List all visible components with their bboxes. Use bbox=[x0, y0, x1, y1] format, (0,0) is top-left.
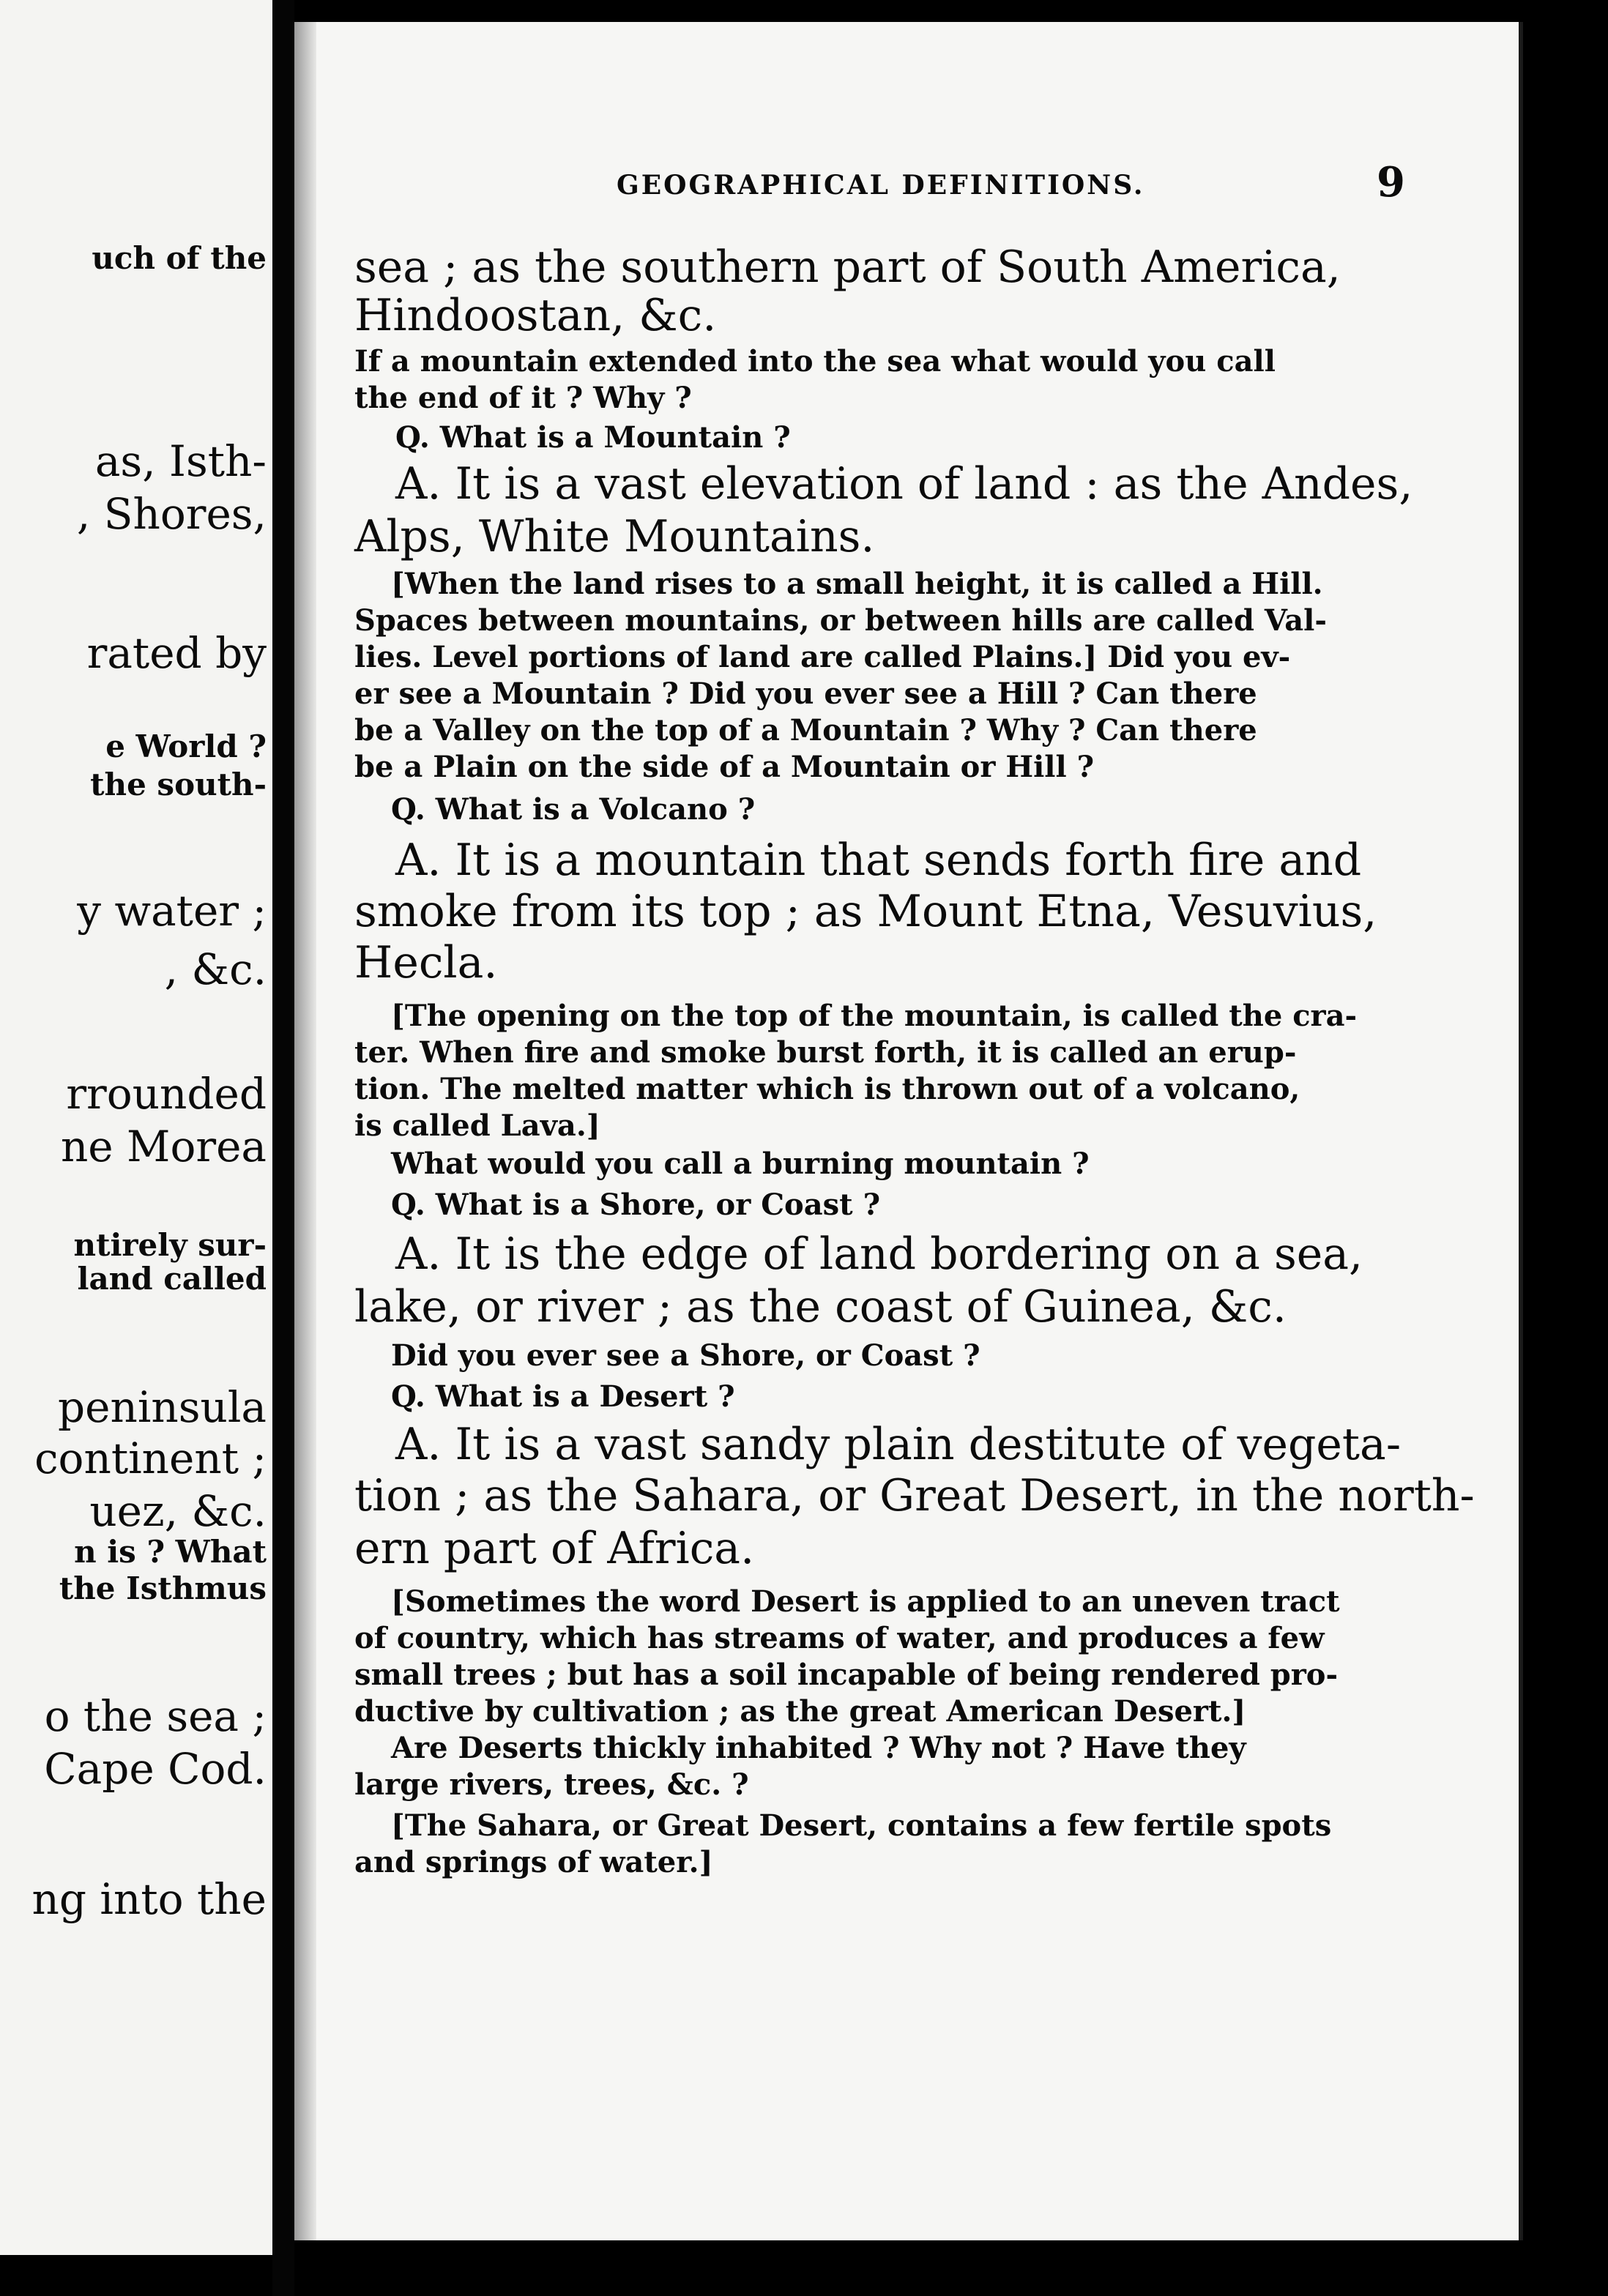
text-line: of country, which has streams of water, and produces a few bbox=[354, 1621, 1325, 1655]
text-line: Q. What is a Volcano ? bbox=[391, 792, 756, 827]
left-page-fragment: rrounded bbox=[66, 1069, 267, 1119]
text-line: Hindoostan, &c. bbox=[354, 290, 717, 341]
left-page-fragment: ntirely sur- bbox=[73, 1227, 267, 1263]
left-page-fragment: the south- bbox=[90, 767, 267, 802]
text-line: small trees ; but has a soil incapable of being rendered pro- bbox=[354, 1658, 1339, 1692]
text-line: A. It is the edge of land bordering on a sea, bbox=[395, 1229, 1363, 1280]
text-line: the end of it ? Why ? bbox=[354, 381, 692, 415]
left-page-fragment: the Isthmus bbox=[59, 1570, 267, 1606]
page-number: 9 bbox=[1377, 158, 1405, 206]
text-line: smoke from its top ; as Mount Etna, Vesuvius, bbox=[354, 886, 1377, 937]
book-gutter bbox=[272, 0, 294, 2296]
text-line: Alps, White Mountains. bbox=[354, 511, 875, 562]
left-page-fragment: rated by bbox=[86, 628, 267, 678]
left-page-fragment: , Shores, bbox=[76, 489, 267, 539]
left-page-fragment: uch of the bbox=[92, 240, 267, 276]
text-line: Q. What is a Mountain ? bbox=[395, 420, 791, 455]
left-page bbox=[0, 0, 272, 2255]
text-line: [Sometimes the word Desert is applied to an uneven tract bbox=[391, 1584, 1340, 1619]
text-line: [The Sahara, or Great Desert, contains a few fertile spots bbox=[391, 1808, 1332, 1843]
text-line: large rivers, trees, &c. ? bbox=[354, 1767, 749, 1802]
left-page-fragment: o the sea ; bbox=[44, 1691, 267, 1741]
page-edge-shadow bbox=[294, 22, 316, 2240]
right-page bbox=[294, 22, 1523, 2240]
text-line: tion. The melted matter which is thrown out of a volcano, bbox=[354, 1072, 1300, 1106]
text-line: ductive by cultivation ; as the great American Desert.] bbox=[354, 1694, 1246, 1729]
text-line: Are Deserts thickly inhabited ? Why not ? Have they bbox=[391, 1731, 1246, 1765]
text-line: and springs of water.] bbox=[354, 1845, 713, 1879]
text-line: Hecla. bbox=[354, 937, 498, 988]
text-line: Spaces between mountains, or between hills are called Val- bbox=[354, 603, 1327, 638]
text-line: be a Valley on the top of a Mountain ? Why ? Can there bbox=[354, 713, 1257, 748]
page-header bbox=[294, 138, 1519, 206]
text-line: A. It is a vast sandy plain destitute of vegeta- bbox=[395, 1419, 1402, 1470]
text-line: sea ; as the southern part of South America, bbox=[354, 242, 1341, 293]
text-line: Q. What is a Shore, or Coast ? bbox=[391, 1188, 881, 1222]
left-page-fragment: as, Isth- bbox=[94, 436, 267, 486]
left-page-fragment: peninsula bbox=[58, 1382, 267, 1432]
left-page-fragment: , &c. bbox=[164, 944, 267, 994]
left-page-fragment: continent ; bbox=[34, 1434, 267, 1483]
left-page-fragment: Cape Cod. bbox=[44, 1744, 267, 1794]
running-head: GEOGRAPHICAL DEFINITIONS. bbox=[617, 170, 1145, 201]
text-line: ter. When fire and smoke burst forth, it is called an erup- bbox=[354, 1035, 1297, 1070]
text-line: Did you ever see a Shore, or Coast ? bbox=[391, 1338, 980, 1373]
text-line: ern part of Africa. bbox=[354, 1523, 755, 1574]
left-page-fragment: ne Morea bbox=[60, 1122, 267, 1171]
left-page-fragment: uez, &c. bbox=[89, 1486, 267, 1536]
text-line: A. It is a vast elevation of land : as the Andes, bbox=[395, 458, 1413, 510]
text-line: Q. What is a Desert ? bbox=[391, 1379, 735, 1414]
text-line: be a Plain on the side of a Mountain or Hill ? bbox=[354, 750, 1095, 784]
text-line: [The opening on the top of the mountain, is called the cra- bbox=[391, 999, 1358, 1033]
text-line: What would you call a burning mountain ? bbox=[391, 1147, 1090, 1181]
left-page-fragment: y water ; bbox=[77, 886, 267, 936]
left-page-fragment: n is ? What bbox=[74, 1534, 267, 1570]
left-page-fragment: e World ? bbox=[105, 728, 267, 764]
text-line: lies. Level portions of land are called Plains.] Did you ev- bbox=[354, 640, 1291, 674]
text-line: is called Lava.] bbox=[354, 1108, 600, 1143]
text-line: If a mountain extended into the sea what would you call bbox=[354, 344, 1276, 379]
text-line: [When the land rises to a small height, it is called a Hill. bbox=[391, 567, 1323, 601]
text-line: er see a Mountain ? Did you ever see a Hill ? Can there bbox=[354, 676, 1257, 711]
left-page-fragment: ng into the bbox=[31, 1874, 267, 1924]
left-page-fragment: land called bbox=[77, 1261, 267, 1297]
text-line: lake, or river ; as the coast of Guinea, &c. bbox=[354, 1281, 1287, 1332]
text-line: tion ; as the Sahara, or Great Desert, in the north- bbox=[354, 1470, 1475, 1521]
text-line: A. It is a mountain that sends forth fire and bbox=[395, 835, 1362, 886]
